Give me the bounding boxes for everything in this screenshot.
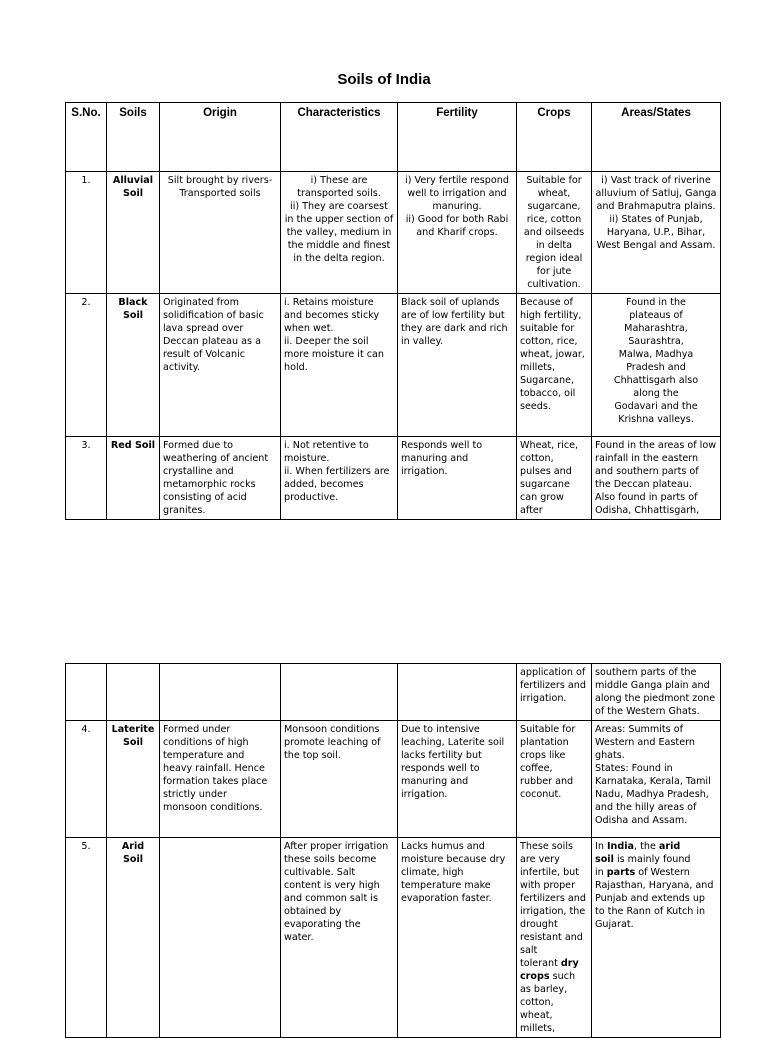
cell-areas: southern parts of the middle Ganga plain and along the piedmont zone of the Western Ghats. — [592, 664, 721, 721]
cell-crops — [517, 838, 592, 1038]
table-row-alluvial — [66, 172, 721, 294]
cell-characteristics: i. Not retentive to moisture. ii. When fertilizers are added, becomes productive. — [281, 437, 398, 520]
header-crops: Crops — [517, 103, 592, 172]
header-areas: Areas/States — [592, 103, 721, 172]
cell-crops: Because of high fertility, suitable for cotton, rice, wheat, jowar, millets, Sugarcane, tobacco, oil seeds. — [517, 294, 592, 437]
cell-sno: 1. — [66, 172, 107, 294]
cell-empty — [160, 664, 281, 721]
cell-soil: Arid Soil — [107, 838, 160, 1038]
areas-bold-text: India — [606, 841, 634, 852]
cell-sno: 4. — [66, 721, 107, 838]
cell-areas: Found in the areas of low rainfall in the eastern and southern parts of the Deccan plateau. Also found in parts of Odisha, Chhattisgarh, — [592, 437, 721, 520]
areas-text: is mainly found in — [595, 854, 691, 878]
cell-sno: 3. — [66, 437, 107, 520]
cell-fertility: Due to intensive leaching, Laterite soil lacks fertility but responds well to manuring and irrigation. — [398, 721, 517, 838]
cell-empty — [66, 664, 107, 721]
header-origin: Origin — [160, 103, 281, 172]
header-characteristics: Characteristics — [281, 103, 398, 172]
cell-soil: Black Soil — [107, 294, 160, 437]
cell-sno: 2. — [66, 294, 107, 437]
cell-crops: application of fertilizers and irrigation. — [517, 664, 592, 721]
cell-origin: Originated from solidification of basic lava spread over Deccan plateau as a result of Volcanic activity. — [160, 294, 281, 437]
page-title: Soils of India — [337, 71, 431, 88]
cell-characteristics: Monsoon conditions promote leaching of the top soil. — [281, 721, 398, 838]
soils-table-part-1 — [65, 102, 721, 520]
table-row-continued — [66, 664, 721, 721]
areas-bold-text: parts — [606, 867, 636, 878]
cell-characteristics: i) These are transported soils. ii) They are coarsest in the upper section of the valley, medium in the middle and finest in the delta region. — [281, 172, 398, 294]
crops-bold-text: dry crops — [520, 958, 579, 982]
table-row-red — [66, 437, 721, 520]
cell-characteristics: After proper irrigation these soils become cultivable. Salt content is very high and common salt is obtained by evaporating the water. — [281, 838, 398, 1038]
areas-text: In — [595, 841, 607, 852]
crops-text: such as barley, cotton, wheat, millets, — [520, 971, 576, 1034]
cell-origin — [160, 838, 281, 1038]
cell-crops: Suitable for wheat, sugarcane, rice, cotton and oilseeds in delta region ideal for jute cultivation. — [517, 172, 592, 294]
header-fertility: Fertility — [398, 103, 517, 172]
table-row-black — [66, 294, 721, 437]
header-sno: S.No. — [66, 103, 107, 172]
crops-text: These soils are very infertile, but with proper fertilizers and irrigation, the drought resistant and salt tolerant — [520, 841, 586, 969]
cell-empty — [281, 664, 398, 721]
cell-fertility: Black soil of uplands are of low fertility but they are dark and rich in valley. — [398, 294, 517, 437]
cell-sno: 5. — [66, 838, 107, 1038]
cell-characteristics: i. Retains moisture and becomes sticky when wet. ii. Deeper the soil more moisture it can hold. — [281, 294, 398, 437]
cell-origin: Formed due to weathering of ancient crystalline and metamorphic rocks consisting of acid granites. — [160, 437, 281, 520]
cell-empty — [107, 664, 160, 721]
table-row-laterite — [66, 721, 721, 838]
cell-origin: Formed under conditions of high temperature and heavy rainfall. Hence formation takes place strictly under monsoon conditions. — [160, 721, 281, 838]
cell-fertility: Responds well to manuring and irrigation. — [398, 437, 517, 520]
areas-bold-text: arid soil — [595, 841, 681, 865]
cell-soil: Alluvial Soil — [107, 172, 160, 294]
areas-text: , the — [634, 841, 659, 852]
table-row-arid — [66, 838, 721, 1038]
cell-fertility: Lacks humus and moisture because dry climate, high temperature make evaporation faster. — [398, 838, 517, 1038]
cell-crops: Suitable for plantation crops like coffee, rubber and coconut. — [517, 721, 592, 838]
header-soils: Soils — [107, 103, 160, 172]
cell-soil: Laterite Soil — [107, 721, 160, 838]
cell-areas: i) Vast track of riverine alluvium of Satluj, Ganga and Brahmaputra plains. ii) States of Punjab, Haryana, U.P., Bihar, West Bengal and Assam. — [592, 172, 721, 294]
cell-soil: Red Soil — [107, 437, 160, 520]
cell-empty — [398, 664, 517, 721]
cell-areas — [592, 838, 721, 1038]
areas-text: of Western Rajasthan, Haryana, and Punjab and extends up to the Rann of Kutch in Gujarat. — [595, 867, 714, 930]
cell-areas: Found in the plateaus of Maharashtra, Saurashtra, Malwa, Madhya Pradesh and Chhattisgarh also along the Godavari and the Krishna valleys. — [592, 294, 721, 437]
cell-origin: Silt brought by rivers- Transported soils — [160, 172, 281, 294]
table-header-row — [66, 103, 721, 172]
soils-table-part-2 — [65, 663, 721, 1038]
cell-areas: Areas: Summits of Western and Eastern ghats. States: Found in Karnataka, Kerala, Tamil Nadu, Madhya Pradesh, and the hilly areas of Odisha and Assam. — [592, 721, 721, 838]
cell-fertility: i) Very fertile respond well to irrigation and manuring. ii) Good for both Rabi and Kharif crops. — [398, 172, 517, 294]
cell-crops: Wheat, rice, cotton, pulses and sugarcane can grow after — [517, 437, 592, 520]
